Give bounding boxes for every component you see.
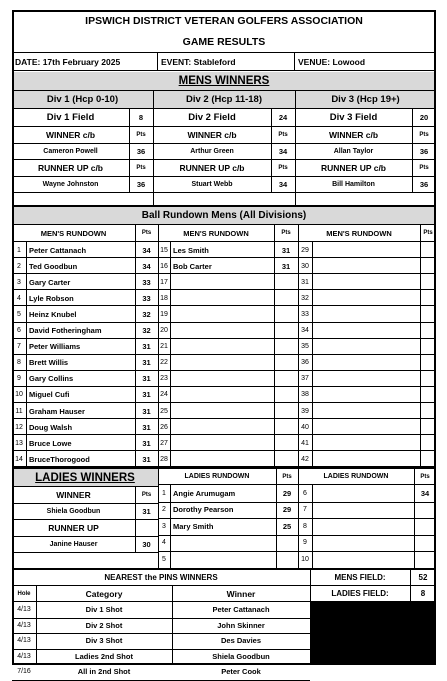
- grid-line: [158, 502, 436, 503]
- pts-label: Pts: [281, 230, 291, 236]
- grid-line: [310, 570, 311, 665]
- rundown-place: 1: [17, 246, 21, 254]
- grid-line: [12, 370, 436, 371]
- grid-line: [298, 225, 299, 467]
- rundown-pts: [274, 323, 298, 339]
- pins-category: Div 3 Shot: [85, 636, 123, 645]
- division-field-count: 8: [138, 113, 144, 122]
- rundown-pts: 32: [142, 326, 151, 335]
- ladies-field-label: LADIES FIELD:: [331, 589, 389, 598]
- rundown-player: BruceThorogood: [29, 454, 90, 464]
- grid-line: [12, 143, 436, 144]
- grid-line: [12, 273, 436, 274]
- rundown-player: Peter Cattanach: [29, 245, 87, 255]
- grid-line: [36, 585, 37, 665]
- rundown-player: [312, 387, 420, 403]
- ladies-pts: 29: [282, 488, 292, 498]
- grid-line: [12, 176, 436, 177]
- division-runner-up-pts: 36: [419, 180, 429, 189]
- rundown-player: [170, 355, 274, 371]
- grid-line: [135, 486, 136, 552]
- rundown-player: [312, 274, 420, 290]
- ladies-player: Dorothy Pearson: [173, 505, 234, 515]
- pins-hole-header: Hole: [17, 590, 31, 597]
- date-label: DATE: 17th February 2025: [15, 56, 121, 67]
- rundown-player: David Fotheringham: [29, 326, 102, 335]
- grid-line: [12, 680, 310, 681]
- rundown-place: 3: [17, 278, 21, 286]
- rundown-pts: 34: [142, 245, 151, 255]
- results-sheet: [12, 10, 436, 676]
- rundown-pts: 33: [142, 293, 151, 303]
- pins-hole: 7/16: [17, 668, 31, 675]
- division-field-label: Div 3 Field: [329, 112, 378, 123]
- mens-field-label: MENS FIELD:: [334, 573, 386, 582]
- rundown-player: Lyle Robson: [29, 293, 74, 303]
- grid-line: [12, 126, 436, 127]
- rundown-place: 34: [301, 327, 309, 334]
- venue-label: VENUE: Lowood: [298, 56, 366, 67]
- ladies-pts: 25: [282, 521, 292, 531]
- runner-up-label: RUNNER UP c/b: [320, 163, 387, 173]
- division-winner: Cameron Powell: [43, 148, 98, 155]
- rundown-player: Gary Collins: [29, 374, 74, 384]
- rundown-place: 22: [160, 359, 168, 367]
- rundown-player: [170, 323, 274, 339]
- rundown-pts: 31: [281, 245, 291, 255]
- pins-winner: Shiela Goodbun: [212, 651, 270, 661]
- rundown-place: 37: [301, 375, 309, 383]
- ladies-player: [312, 518, 414, 534]
- rundown-pts: 31: [142, 406, 151, 416]
- rundown-player: [170, 290, 274, 306]
- ladies-player: Angie Arumugam: [173, 488, 236, 498]
- division-runner-up-pts: 36: [136, 180, 146, 189]
- ladies-place: 6: [303, 489, 307, 497]
- division-runner-up: Wayne Johnston: [42, 181, 99, 188]
- rundown-place: 19: [160, 310, 168, 318]
- pts-label: Pts: [136, 165, 146, 171]
- pts-label: Pts: [420, 473, 430, 480]
- grid-line: [276, 469, 277, 568]
- grid-line: [295, 91, 296, 205]
- rundown-place: 26: [160, 423, 168, 431]
- rundown-player: [170, 451, 274, 467]
- rundown-place: 11: [15, 407, 23, 415]
- pins-category: All in 2nd Shot: [77, 667, 131, 676]
- pins-title: NEAREST the PINS WINNERS: [104, 573, 218, 582]
- rundown-player: Bruce Lowe: [29, 438, 72, 448]
- rundown-player: Ted Goodbun: [29, 261, 78, 271]
- grid-line: [158, 469, 159, 568]
- grid-line: [129, 109, 130, 193]
- pts-label: Pts: [141, 230, 152, 236]
- grid-line: [12, 241, 436, 242]
- grid-line: [170, 485, 171, 568]
- rundown-player: Graham Hauser: [29, 406, 85, 416]
- rundown-pts: 31: [142, 422, 151, 432]
- ladies-rundown-header: LADIES RUNDOWN: [184, 473, 250, 480]
- rundown-player: [312, 339, 420, 355]
- rundown-place: 38: [301, 391, 309, 399]
- division-winner-pts: 34: [278, 147, 288, 156]
- grid-line: [12, 585, 310, 586]
- rundown-place: 9: [17, 375, 21, 383]
- grid-line: [274, 225, 275, 467]
- pts-label: Pts: [419, 165, 429, 171]
- rundown-player: [312, 435, 420, 451]
- ladies-winner-pts: 31: [142, 507, 151, 516]
- rundown-col-header: MEN'S RUNDOWN: [40, 228, 107, 238]
- rundown-pts: [274, 435, 298, 451]
- grid-line: [12, 503, 158, 504]
- ladies-player: [312, 502, 414, 518]
- ladies-place: 3: [162, 522, 166, 530]
- division-winner-pts: 36: [419, 147, 429, 156]
- rundown-place: 35: [301, 343, 309, 351]
- rundown-player: [312, 403, 420, 419]
- ladies-runner-up: Janine Hauser: [49, 541, 98, 548]
- pins-hole: 4/13: [17, 637, 31, 644]
- rundown-place: 33: [301, 310, 309, 318]
- rundown-place: 6: [17, 327, 21, 334]
- pins-category-header: Category: [85, 588, 123, 599]
- grid-line: [12, 536, 158, 537]
- rundown-place: 25: [160, 407, 168, 415]
- rundown-place: 32: [301, 294, 309, 302]
- grid-line: [12, 322, 436, 323]
- ladies-pts: 34: [420, 488, 430, 498]
- division-heading: Div 3 (Hcp 19+): [331, 94, 400, 105]
- ladies-place: 7: [303, 506, 307, 514]
- ladies-player: [312, 551, 414, 567]
- rundown-place: 30: [301, 262, 309, 270]
- page-title: IPSWICH DISTRICT VETERAN GOLFERS ASSOCIATION: [85, 14, 363, 27]
- rundown-pts: [274, 306, 298, 322]
- grid-line: [172, 585, 173, 665]
- rundown-pts: 32: [142, 309, 151, 319]
- rundown-place: 14: [15, 455, 23, 463]
- rundown-place: 2: [17, 262, 21, 270]
- grid-line: [12, 10, 436, 12]
- grid-line: [12, 289, 436, 290]
- rundown-pts: 31: [142, 390, 151, 400]
- division-winner: Arthur Green: [190, 148, 234, 155]
- pins-winner: John Skinner: [217, 620, 265, 630]
- rundown-place: 24: [160, 391, 168, 399]
- ladies-player: [170, 551, 276, 567]
- rundown-pts: 34: [142, 261, 151, 271]
- rundown-player: [170, 339, 274, 355]
- grid-line: [153, 91, 154, 205]
- pts-label: Pts: [136, 132, 146, 138]
- pins-hole: 4/13: [17, 621, 31, 629]
- division-field-label: Div 1 Field: [46, 112, 95, 123]
- ladies-place: 9: [303, 539, 307, 547]
- rundown-player: [312, 451, 420, 467]
- division-field-count: 20: [419, 113, 429, 122]
- grid-line: [12, 70, 436, 71]
- rundown-pts: 31: [142, 438, 151, 448]
- division-runner-up: Stuart Webb: [191, 181, 233, 188]
- grid-line: [158, 535, 436, 536]
- grid-line: [135, 225, 136, 467]
- division-field-count: 24: [278, 113, 288, 122]
- ladies-place: 8: [303, 522, 307, 530]
- pts-label: Pts: [141, 492, 152, 498]
- runner-up-label: RUNNER UP c/b: [179, 163, 245, 173]
- ladies-player: [312, 535, 414, 551]
- blackout-block: [310, 602, 436, 665]
- grid-line: [12, 257, 436, 258]
- grid-line: [410, 570, 411, 601]
- rundown-pts: [274, 274, 298, 290]
- ladies-place: 4: [162, 539, 166, 547]
- ladies-rundown-header: LADIES RUNDOWN: [323, 473, 389, 480]
- rundown-player: [312, 306, 420, 322]
- grid-line: [12, 601, 310, 602]
- ladies-player: Mary Smith: [173, 521, 214, 531]
- rundown-player: Bob Carter: [173, 261, 212, 271]
- rundown-player: [312, 355, 420, 371]
- grid-line: [158, 518, 436, 519]
- grid-line: [420, 225, 421, 467]
- grid-line: [12, 10, 14, 665]
- grid-line: [412, 109, 413, 193]
- grid-line: [414, 469, 415, 568]
- grid-line: [12, 649, 310, 650]
- rundown-player: Miguel Cufi: [29, 390, 70, 400]
- pins-hole: 4/13: [17, 606, 31, 613]
- rundown-place: 15: [160, 246, 168, 254]
- rundown-place: 18: [160, 294, 168, 302]
- rundown-player: Les Smith: [173, 245, 209, 255]
- division-runner-up-pts: 34: [278, 180, 288, 189]
- rundown-player: [170, 306, 274, 322]
- rundown-pts: [274, 451, 298, 467]
- division-runner-up: Bill Hamilton: [332, 181, 375, 188]
- pts-label: Pts: [278, 165, 288, 171]
- rundown-place: 12: [15, 423, 23, 431]
- rundown-place: 31: [301, 278, 309, 286]
- grid-line: [12, 663, 436, 665]
- pts-label: Pts: [278, 132, 288, 138]
- grid-line: [12, 434, 436, 435]
- grid-line: [12, 519, 158, 520]
- ladies-field-value: 8: [420, 589, 426, 598]
- rundown-place: 8: [17, 359, 21, 367]
- rundown-col-header: MEN'S RUNDOWN: [183, 228, 249, 238]
- pins-winner: Des Davies: [220, 636, 262, 645]
- grid-line: [12, 159, 436, 160]
- grid-line: [12, 618, 310, 619]
- grid-line: [12, 338, 436, 339]
- rundown-place: 28: [160, 455, 168, 463]
- pts-label: Pts: [423, 230, 433, 236]
- winner-label: WINNER c/b: [328, 130, 379, 140]
- division-heading: Div 1 (Hcp 0-10): [46, 94, 119, 105]
- grid-line: [12, 418, 436, 419]
- ladies-place: 10: [301, 555, 309, 563]
- rundown-player: [312, 290, 420, 306]
- rundown-title: Ball Rundown Mens (All Divisions): [141, 210, 307, 221]
- pins-winner-header: Winner: [226, 588, 256, 599]
- rundown-place: 21: [160, 343, 168, 351]
- rundown-place: 36: [301, 359, 309, 367]
- ladies-winner: Shiela Goodbun: [46, 508, 101, 515]
- rundown-place: 17: [160, 278, 168, 286]
- ladies-pts: 29: [282, 505, 292, 515]
- grid-line: [158, 225, 159, 467]
- rundown-player: [170, 403, 274, 419]
- rundown-place: 7: [17, 343, 21, 351]
- rundown-place: 4: [17, 294, 21, 302]
- rundown-player: [312, 323, 420, 339]
- rundown-pts: 31: [142, 454, 151, 464]
- winner-label: WINNER c/b: [45, 130, 96, 140]
- rundown-place: 29: [301, 246, 309, 254]
- grid-line: [12, 633, 310, 634]
- division-heading: Div 2 (Hcp 11-18): [185, 94, 263, 105]
- grid-line: [12, 354, 436, 355]
- pins-winner: Peter Cook: [221, 667, 261, 676]
- rundown-pts: [274, 387, 298, 403]
- rundown-place: 40: [301, 423, 309, 431]
- grid-line: [434, 10, 436, 665]
- rundown-player: [312, 371, 420, 387]
- rundown-pts: 31: [281, 261, 291, 271]
- grid-line: [12, 305, 436, 306]
- division-winner: Allan Taylor: [333, 148, 374, 155]
- grid-line: [12, 450, 436, 451]
- rundown-player: Peter Williams: [29, 342, 81, 352]
- rundown-player: Heinz Knubel: [29, 309, 77, 319]
- ladies-runner-up-pts: 30: [142, 540, 151, 549]
- ladies-pts: [414, 502, 436, 518]
- winner-label: WINNER c/b: [187, 130, 237, 140]
- runner-up-label: RUNNER UP c/b: [37, 163, 104, 173]
- rundown-player: [312, 242, 420, 258]
- grid-line: [12, 386, 436, 387]
- rundown-place: 5: [17, 310, 21, 318]
- rundown-pts: 31: [142, 342, 151, 352]
- rundown-place: 23: [160, 375, 168, 383]
- rundown-player: Doug Walsh: [29, 422, 73, 432]
- rundown-player: [170, 371, 274, 387]
- rundown-player: [170, 387, 274, 403]
- rundown-player: [170, 274, 274, 290]
- ladies-runner-up-label: RUNNER UP: [48, 523, 99, 533]
- mens-field-value: 52: [418, 573, 428, 582]
- mens-winners-title: MENS WINNERS: [178, 75, 270, 87]
- pts-label: Pts: [282, 473, 292, 480]
- pins-category: Div 2 Shot: [85, 620, 123, 630]
- grid-line: [12, 552, 158, 553]
- page-subtitle: GAME RESULTS: [182, 35, 266, 48]
- grid-line: [158, 551, 436, 552]
- ladies-pts: [414, 551, 436, 567]
- ladies-place: 5: [162, 555, 166, 563]
- ladies-player: [312, 485, 414, 501]
- ladies-pts: [414, 535, 436, 551]
- rundown-player: Gary Carter: [29, 277, 71, 287]
- ladies-pts: [414, 518, 436, 534]
- rundown-player: [312, 258, 420, 274]
- rundown-place: 20: [160, 327, 168, 334]
- ladies-pts: [276, 535, 298, 551]
- rundown-pts: [274, 403, 298, 419]
- rundown-player: Brett Willis: [29, 358, 69, 368]
- pins-hole: 4/13: [17, 652, 31, 660]
- pins-category: Div 1 Shot: [85, 605, 123, 614]
- rundown-pts: [274, 290, 298, 306]
- pins-winner: Peter Cattanach: [212, 605, 270, 614]
- grid-line: [271, 109, 272, 193]
- rundown-pts: 33: [142, 277, 151, 287]
- division-field-label: Div 2 Field: [188, 112, 236, 123]
- grid-line: [310, 585, 436, 586]
- event-label: EVENT: Stableford: [161, 56, 236, 67]
- rundown-pts: 31: [142, 374, 151, 384]
- rundown-pts: [274, 371, 298, 387]
- rundown-col-header: MEN'S RUNDOWN: [326, 228, 392, 238]
- grid-line: [312, 485, 313, 568]
- rundown-pts: [274, 339, 298, 355]
- grid-line: [12, 108, 436, 109]
- rundown-place: 10: [15, 391, 23, 399]
- rundown-pts: [274, 419, 298, 435]
- ladies-winners-title: LADIES WINNERS: [35, 471, 135, 484]
- rundown-pts: [274, 355, 298, 371]
- grid-line: [12, 402, 436, 403]
- pins-category: Ladies 2nd Shot: [75, 651, 133, 661]
- grid-line: [12, 192, 436, 193]
- rundown-place: 27: [160, 439, 168, 447]
- ladies-player: [170, 535, 276, 551]
- rundown-pts: 31: [142, 358, 151, 368]
- grid-line: [298, 469, 299, 568]
- rundown-place: 41: [301, 439, 309, 447]
- rundown-player: [312, 419, 420, 435]
- rundown-place: 16: [160, 262, 168, 270]
- rundown-player: [170, 435, 274, 451]
- pts-label: Pts: [419, 132, 429, 138]
- rundown-player: [170, 419, 274, 435]
- rundown-place: 13: [15, 439, 23, 447]
- ladies-place: 1: [162, 489, 166, 497]
- rundown-place: 42: [301, 455, 309, 463]
- ladies-winner-label: WINNER: [56, 490, 91, 500]
- division-winner-pts: 36: [136, 147, 146, 156]
- grid-line: [12, 486, 158, 487]
- ladies-place: 2: [162, 506, 166, 514]
- rundown-place: 39: [301, 407, 309, 415]
- ladies-pts: [276, 551, 298, 567]
